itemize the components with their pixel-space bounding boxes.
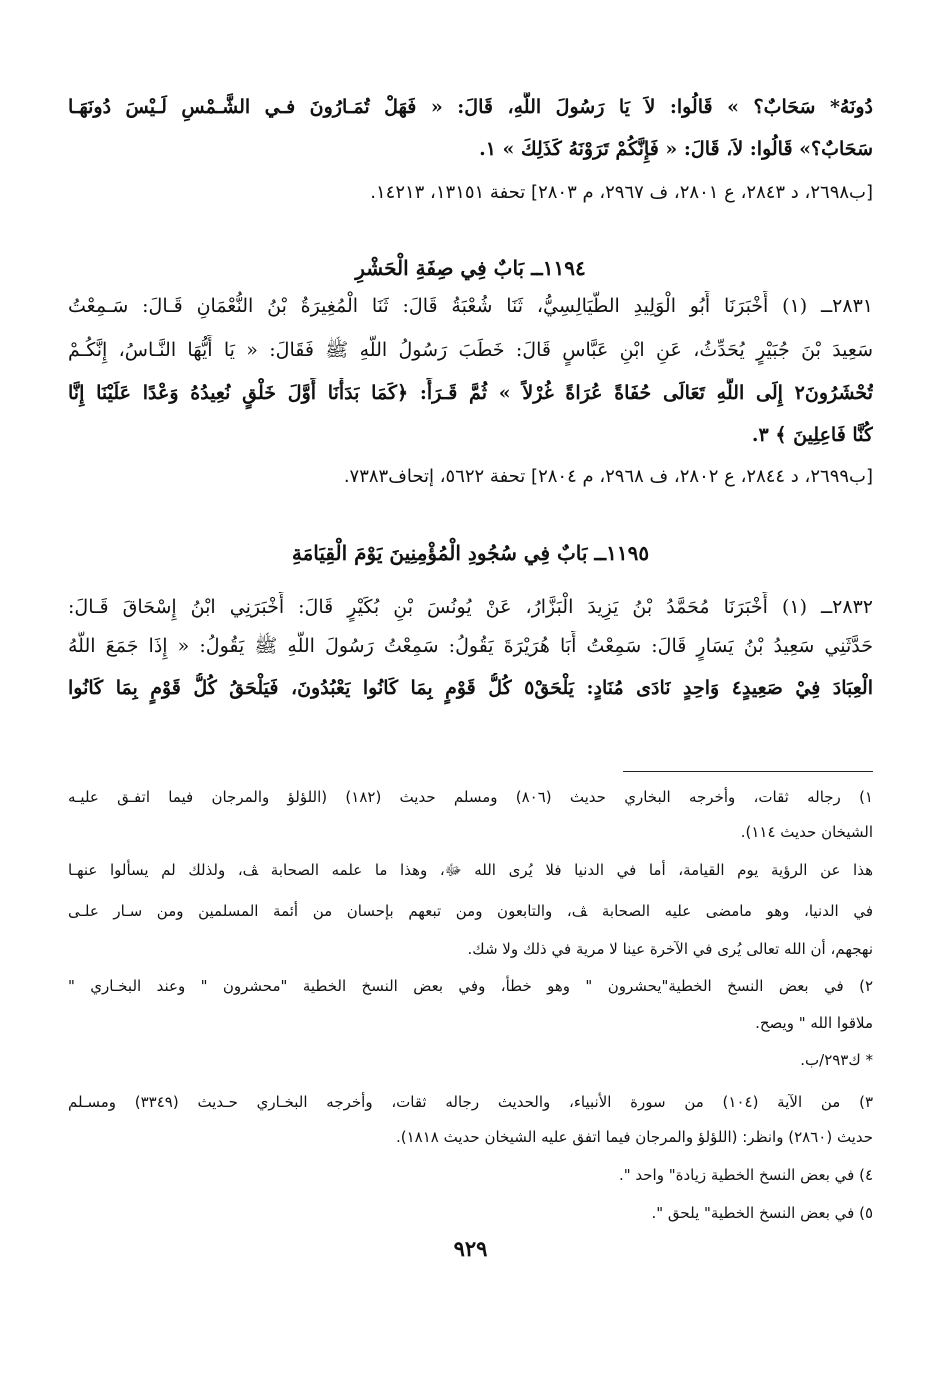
- page-number: ٩٢٩: [453, 1236, 488, 1261]
- footnote-line: ملاقوا الله " ويصح.: [755, 1014, 873, 1032]
- footnote-line: الشيخان حديث ١١٤).: [740, 823, 873, 841]
- text-line: ٢٨٣١ــ (١) أَخْبَرَنَا أَبُو الْوَلِيدِ الطَّيَالِسِيُّ، ثَنَا شُعْبَةُ قَالَ: ثَنَا الْمُغِيرَةُ بْنُ النُّعْمَانِ قَـالَ: سَـمِعْتُ: [68, 295, 873, 317]
- footnote-line: ١) رجاله ثقات، وأخرجه البخاري حديث (٨٠٦) ومسلم حديث (١٨٢) (اللؤلؤ والمرجان فيما اتفـق عليـه: [68, 788, 873, 806]
- footnote-line: هذا عن الرؤية يوم القيامة، أما في الدنيا فلا يُرى الله ﷻ، وهذا ما علمه الصحابة ﭫ، ولذلك لم يسألوا عنهـا: [68, 861, 873, 879]
- chapter-heading: ١١٩٤ــ بَابٌ فِي صِفَةِ الْحَشْرِ: [355, 256, 586, 280]
- text-line: كُنَّا فَاعِلِينَ ﴾ ٣.: [751, 424, 873, 446]
- footnote-divider: [623, 771, 873, 772]
- hadith-references: [ب٢٦٩٩، د ٢٨٤٤، ع ٢٨٠٢، ف ٢٩٦٨، م ٢٨٠٤] تحفة ٥٦٢٢، إتحاف٧٣٨٣.: [343, 466, 873, 487]
- text-line: سَعِيدَ بْنَ جُبَيْرٍ يُحَدِّثُ، عَنِ ابْنِ عَبَّاسٍ قَالَ: خَطَبَ رَسُولُ اللَّهِ ﷺ فَقَالَ: « يَا أَيُّهَا النَّـاسُ، إِنَّكُـمْ: [68, 339, 873, 361]
- text-line: حَدَّثَنِي سَعِيدُ بْنُ يَسَارٍ قَالَ: سَمِعْتُ أَبَا هُرَيْرَةَ يَقُولُ: سَمِعْتُ رَسُولَ اللَّهِ ﷺ يَقُولُ: « إِذَا جَمَعَ اللَّهُ: [68, 635, 873, 657]
- text-line: دُونَهُ* سَحَابٌ؟ » قَالُوا: لاَ يَا رَسُولَ اللَّهِ، قَالَ: « فَهَلْ تُمَـارُونَ فـي الشَّـمْسِ لَـيْسَ دُونَهَـا: [68, 96, 873, 118]
- footnote-line: حديث (٢٨٦٠) وانظر: (اللؤلؤ والمرجان فيما اتفق عليه الشيخان حديث ١٨١٨).: [396, 1128, 873, 1146]
- footnote-line: ٣) من الآية (١٠٤) من سورة الأنبياء، والحديث رجاله ثقات، وأخرجه البخـاري حـديث (٣٣٤٩) ومسـلم: [68, 1093, 873, 1111]
- footnote-line: في الدنيا، وهو مامضى عليه الصحابة ﭫ، والتابعون ومن تبعهم بإحسان من أئمة المسلمين ومن سـار علـى: [68, 902, 873, 920]
- text-line: ٢٨٣٢ــ (١) أَخْبَرَنَا مُحَمَّدُ بْنُ يَزِيدَ الْبَزَّارُ، عَنْ يُونُسَ بْنِ بُكَيْرٍ قَالَ: أَخْبَرَنِي ابْنُ إِسْحَاقَ قَـالَ:: [68, 596, 873, 618]
- footnote-line: ٤) في بعض النسخ الخطية زيادة" واحد ".: [618, 1166, 873, 1184]
- text-line: الْعِبَادَ فِيْ صَعِيدٍ٤ وَاحِدٍ نَادَى مُنَادٍ: يَلْحَقْ٥ كُلُّ قَوْمٍ بِمَا كَانُوا يَعْبُدُونَ، فَيَلْحَقُ كُلُّ قَوْمٍ بِمَا كَانُوا: [68, 677, 873, 699]
- footnote-line: * ك٢٩٣/ب.: [800, 1051, 873, 1069]
- hadith-references: [ب٢٦٩٨، د ٢٨٤٣، ع ٢٨٠١، ف ٢٩٦٧، م ٢٨٠٣] تحفة ١٣١٥١، ١٤٢١٣.: [370, 182, 873, 203]
- text-line: تُحْشَرُونَ٢ إِلَى اللَّهِ تَعَالَى حُفَاةً عُرَاةً غُرْلاً » ثُمَّ قَـرَأَ: ﴿كَمَا بَدَأْنَا أَوَّلَ خَلْقٍ نُعِيدُهُ وَعْدًا عَلَيْنَا إِنَّا: [68, 382, 873, 404]
- chapter-heading: ١١٩٥ــ بَابٌ فِي سُجُودِ الْمُؤْمِنِينَ يَوْمَ الْقِيَامَةِ: [291, 541, 650, 565]
- footnote-line: نهجهم، أن الله تعالى يُرى في الآخرة عينا لا مرية في ذلك ولا شك.: [467, 940, 873, 958]
- footnote-line: ٥) في بعض النسخ الخطية" يلحق ".: [651, 1204, 873, 1222]
- footnote-line: ٢) في بعض النسخ الخطية"يحشرون " وهو خطأ، وفي بعض النسخ الخطية "محشرون " وعند البخـاري ": [68, 977, 873, 995]
- text-line: سَحَابٌ؟» قَالُوا: لاَ، قَالَ: « فَإِنَّكُمْ تَرَوْنَهُ كَذَلِكَ » ١.: [479, 138, 873, 160]
